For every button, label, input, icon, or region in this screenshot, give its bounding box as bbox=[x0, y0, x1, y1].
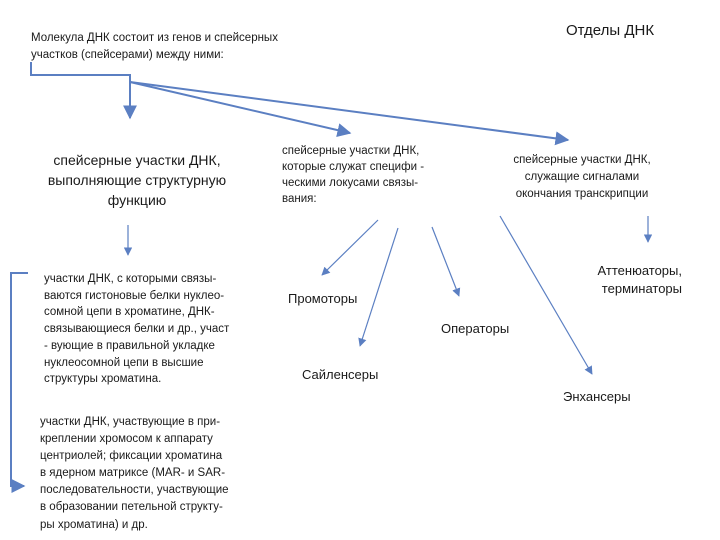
operators-label: Операторы bbox=[441, 321, 510, 336]
attenuators-terminators-label: Аттенюаторы, терминаторы bbox=[597, 263, 682, 296]
termination-spacers-node: спейсерные участки ДНК, служащие сигналами окончания транскрипции bbox=[513, 154, 651, 200]
structural-detail-bracket-arrow bbox=[11, 273, 28, 486]
diagram-title: Отделы ДНК bbox=[566, 22, 655, 39]
intro-to-termination-arrow bbox=[130, 82, 568, 140]
silencers-label: Сайленсеры bbox=[302, 367, 379, 382]
binding-to-silencers-arrow bbox=[360, 228, 398, 346]
binding-loci-spacers-node: спейсерные участки ДНК, которые служат специфи - ческими локусами связы- вания: bbox=[282, 145, 425, 205]
intro-left-bracket-arrow bbox=[31, 62, 130, 118]
enhancers-label: Энхансеры bbox=[563, 389, 631, 404]
chromosome-attachment-detail: участки ДНК, участвующие в при- креплении хромосом к аппарату центриолей; фиксации хроматина в ядерном матриксе (MAR- и SAR- последовательности, участвующие в образовании петельной структу- ры хроматина) и др. bbox=[40, 416, 229, 531]
binding-to-promoters-arrow bbox=[322, 220, 378, 275]
histone-binding-detail: участки ДНК, с которыми связы- ваются гистоновые белки нуклео- сомной цепи в хроматине, ДНК- связывающиеся белки и др., участ - вующие в правильной укладке нуклеосомной цепи в высшие структуры хроматина. bbox=[44, 273, 230, 386]
intro-text: Молекула ДНК состоит из генов и спейсерных участков (спейсерами) между ними: bbox=[31, 32, 278, 61]
binding-to-operators-arrow bbox=[432, 227, 459, 296]
promoters-label: Промоторы bbox=[288, 291, 358, 306]
structural-spacers-node: спейсерные участки ДНК, выполняющие структурную функцию bbox=[47, 152, 227, 208]
